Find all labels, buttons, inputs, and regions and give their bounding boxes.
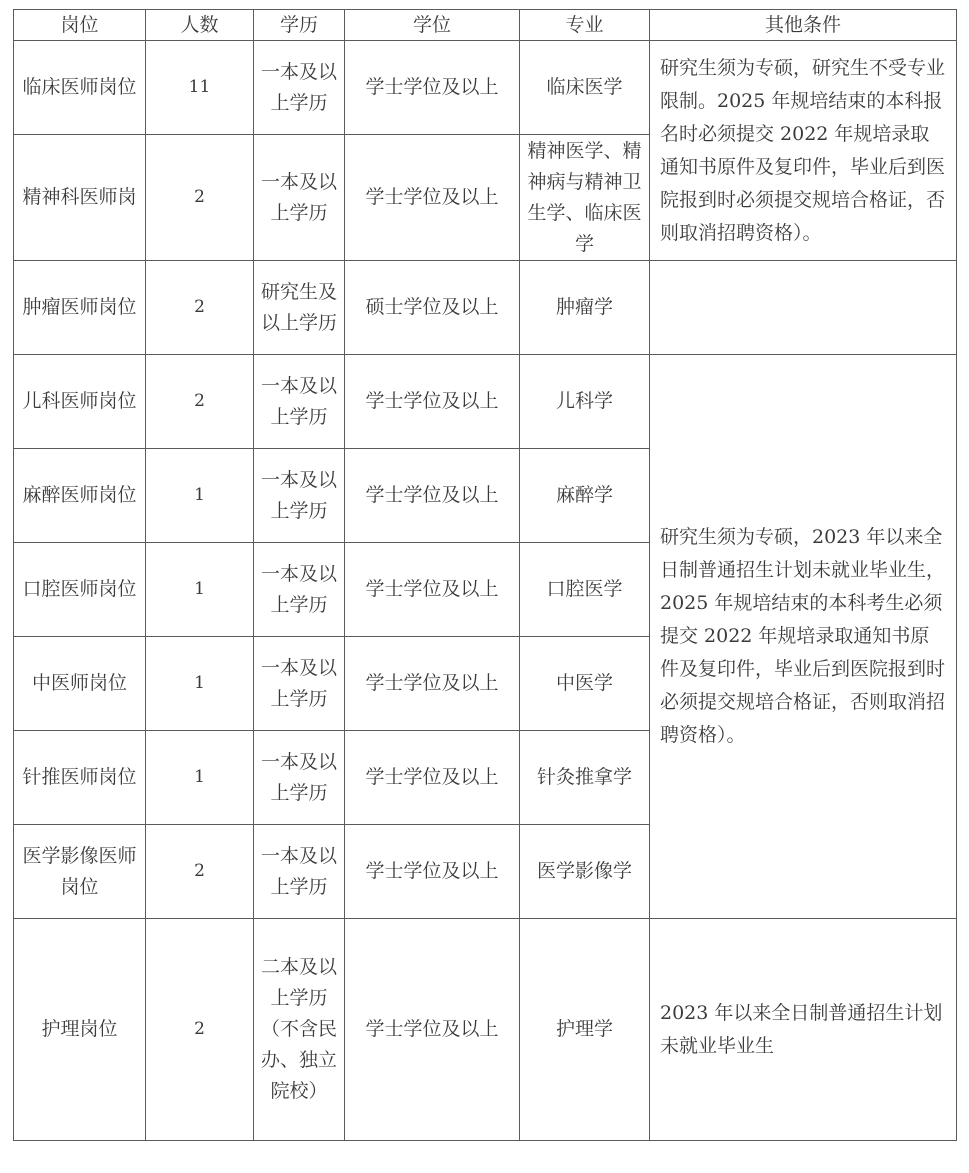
post-cell: 精神科医师岗 bbox=[14, 135, 146, 261]
education-cell: 一本及以上学历 bbox=[254, 731, 345, 825]
header-count: 人数 bbox=[146, 10, 254, 41]
education-cell: 一本及以上学历 bbox=[254, 135, 345, 261]
post-cell: 医学影像医师岗位 bbox=[14, 825, 146, 919]
post-cell: 中医师岗位 bbox=[14, 637, 146, 731]
education-cell: 一本及以上学历 bbox=[254, 825, 345, 919]
degree-cell: 学士学位及以上 bbox=[345, 637, 520, 731]
education-cell: 研究生及以上学历 bbox=[254, 261, 345, 355]
degree-cell: 学士学位及以上 bbox=[345, 731, 520, 825]
education-cell: 一本及以上学历 bbox=[254, 543, 345, 637]
post-cell: 口腔医师岗位 bbox=[14, 543, 146, 637]
education-cell: 一本及以上学历 bbox=[254, 41, 345, 135]
conditions-cell bbox=[650, 261, 957, 355]
table-row bbox=[14, 919, 957, 1141]
major-cell: 肿瘤学 bbox=[520, 261, 650, 355]
conditions-cell: 2023 年以来全日制普通招生计划未就业毕业生 bbox=[650, 919, 957, 1141]
table-row bbox=[14, 355, 957, 449]
table-header-row bbox=[14, 10, 957, 41]
conditions-cell: 研究生须为专硕，2023 年以来全日制普通招生计划未就业毕业生，2025 年规培结束的本科考生必须提交 2022 年规培录取通知书原件及复印件，毕业后到医院报到时必须提交规培合格证，否则取消招聘资格）。 bbox=[650, 355, 957, 919]
major-cell: 医学影像学 bbox=[520, 825, 650, 919]
header-post: 岗位 bbox=[14, 10, 146, 41]
education-cell: 二本及以上学历（不含民办、独立院校） bbox=[254, 919, 345, 1141]
count-cell: 1 bbox=[146, 449, 254, 543]
major-cell: 麻醉学 bbox=[520, 449, 650, 543]
post-cell: 儿科医师岗位 bbox=[14, 355, 146, 449]
major-cell: 护理学 bbox=[520, 919, 650, 1141]
count-cell: 1 bbox=[146, 731, 254, 825]
count-cell: 2 bbox=[146, 825, 254, 919]
header-conditions: 其他条件 bbox=[650, 10, 957, 41]
post-cell: 肿瘤医师岗位 bbox=[14, 261, 146, 355]
conditions-cell: 研究生须为专硕，研究生不受专业限制。2025 年规培结束的本科报名时必须提交 2022 年规培录取通知书原件及复印件，毕业后到医院报到时必须提交规培合格证，否则取消招聘资格）。 bbox=[650, 41, 957, 261]
degree-cell: 硕士学位及以上 bbox=[345, 261, 520, 355]
count-cell: 2 bbox=[146, 355, 254, 449]
count-cell: 1 bbox=[146, 543, 254, 637]
degree-cell: 学士学位及以上 bbox=[345, 825, 520, 919]
degree-cell: 学士学位及以上 bbox=[345, 41, 520, 135]
major-cell: 儿科学 bbox=[520, 355, 650, 449]
education-cell: 一本及以上学历 bbox=[254, 355, 345, 449]
header-major: 专业 bbox=[520, 10, 650, 41]
education-cell: 一本及以上学历 bbox=[254, 637, 345, 731]
post-cell: 临床医师岗位 bbox=[14, 41, 146, 135]
major-cell: 中医学 bbox=[520, 637, 650, 731]
table-row bbox=[14, 261, 957, 355]
header-degree: 学位 bbox=[345, 10, 520, 41]
post-cell: 针推医师岗位 bbox=[14, 731, 146, 825]
post-cell: 麻醉医师岗位 bbox=[14, 449, 146, 543]
header-education: 学历 bbox=[254, 10, 345, 41]
count-cell: 2 bbox=[146, 261, 254, 355]
major-cell: 口腔医学 bbox=[520, 543, 650, 637]
count-cell: 11 bbox=[146, 41, 254, 135]
recruitment-table bbox=[13, 9, 957, 1141]
degree-cell: 学士学位及以上 bbox=[345, 543, 520, 637]
degree-cell: 学士学位及以上 bbox=[345, 919, 520, 1141]
count-cell: 2 bbox=[146, 919, 254, 1141]
count-cell: 2 bbox=[146, 135, 254, 261]
degree-cell: 学士学位及以上 bbox=[345, 449, 520, 543]
degree-cell: 学士学位及以上 bbox=[345, 355, 520, 449]
major-cell: 精神医学、精神病与精神卫生学、临床医学 bbox=[520, 135, 650, 261]
post-cell: 护理岗位 bbox=[14, 919, 146, 1141]
major-cell: 针灸推拿学 bbox=[520, 731, 650, 825]
major-cell: 临床医学 bbox=[520, 41, 650, 135]
count-cell: 1 bbox=[146, 637, 254, 731]
education-cell: 一本及以上学历 bbox=[254, 449, 345, 543]
table-row bbox=[14, 41, 957, 135]
degree-cell: 学士学位及以上 bbox=[345, 135, 520, 261]
